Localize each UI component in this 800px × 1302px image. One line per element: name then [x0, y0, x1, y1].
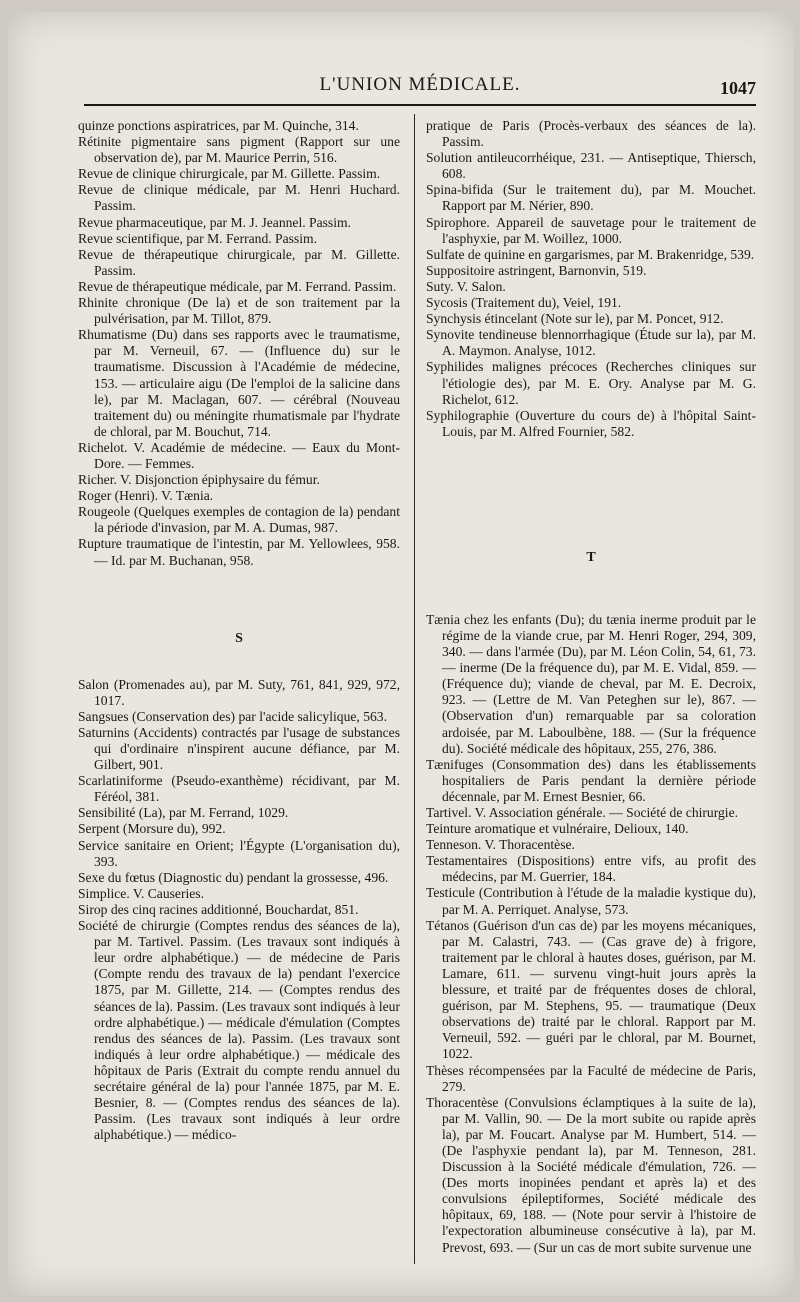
- index-entry: Sensibilité (La), par M. Ferrand, 1029.: [78, 805, 289, 821]
- index-entry: Spina-bifida (Sur le traitement du), par M. Mouchet. Rapport par M. Nérier, 890.: [426, 182, 756, 214]
- index-entry: Thoracentèse (Convulsions éclamptiques à la suite de la), par M. Vallin, 90. — De la mort subite ou rapide après la), par M. Foucart. Analyse par M. Humbert, 514. — (De l'asphyxie pendant la), par M. Tenneson, 281. Discussion à la Société médicale d'émulation, 726. — (Des morts inopinées pendant et après la) et des convulsions épileptiformes, Société médicale des hôpitaux, 69, 188. — (Note pour servir à l'histoire de l'expectoration albumineuse consécutive à la), par M. Prevost, 693. — (Sur un cas de mort subite survenue une: [426, 1094, 756, 1255]
- index-entry: Spirophore. Appareil de sauvetage pour le traitement de l'asphyxie, par M. Woillez, 1000.: [426, 214, 756, 246]
- blank-line: [426, 596, 756, 612]
- index-entry: Sirop des cinq racines additionné, Bouchardat, 851.: [78, 901, 359, 917]
- index-entry: Rhumatisme (Du) dans ses rapports avec le traumatisme, par M. Verneuil, 67. — (Influence du) sur le traumatisme. Discussion à l'Académie de médecine, 153. — articulaire aigu (De l'emploi de la salicine dans le), par M. Maclagan, 607. — cérébral (Nouveau traitement du) ou méningite rhumatismale par l'hydrate de chloral, par M. Bouchut, 714.: [78, 327, 400, 439]
- index-entry: Tenneson. V. Thoracentèse.: [426, 837, 575, 853]
- index-entry: Richelot. V. Académie de médecine. — Eaux du Mont-Dore. — Femmes.: [78, 439, 400, 471]
- index-entry: Synovite tendineuse blennorrhagique (Étude sur la), par M. A. Maymon. Analyse, 1012.: [426, 327, 756, 359]
- index-entry: Tartivel. V. Association générale. — Société de chirurgie.: [426, 805, 738, 820]
- index-entry: Rétinite pigmentaire sans pigment (Rapport sur une observation de), par M. Maurice Perrin, 516.: [78, 134, 400, 166]
- index-entry: Testicule (Contribution à l'étude de la maladie kystique du), par M. A. Perriquet. Analyse, 573.: [426, 885, 756, 917]
- index-entry: Scarlatiniforme (Pseudo-exanthème) récidivant, par M. Féréol, 381.: [78, 773, 400, 805]
- index-entry: Suty. V. Salon.: [426, 278, 506, 294]
- index-entry: Saturnins (Accidents) contractés par l'usage de substances qui d'ordinaire n'inspirent aucune défiance, par M. Gilbert, 901.: [78, 724, 400, 773]
- index-entry: Serpent (Morsure du), 992.: [78, 821, 226, 837]
- blank-line: [78, 661, 400, 677]
- index-entry: Teinture aromatique et vulnéraire, Delioux, 140.: [426, 821, 689, 837]
- section-letter: S: [235, 630, 243, 646]
- right-column: [426, 118, 756, 1256]
- blank-line: [426, 520, 756, 536]
- index-entry: Revue de thérapeutique chirurgicale, par M. Gillette. Passim.: [78, 246, 400, 278]
- index-entry: Suppositoire astringent, Barnonvin, 519.: [426, 262, 647, 278]
- index-entry: Solution antileucorrhéique, 231. — Antiseptique, Thiersch, 608.: [426, 150, 756, 182]
- index-entry: Richer. V. Disjonction épiphysaire du fémur.: [78, 472, 320, 488]
- index-entry: Société de chirurgie (Comptes rendus des séances de la), par M. Tartivel. Passim. (Les travaux sont indiqués à leur ordre alphabétique.) — de médecine de Paris (Compte rendu des travaux de la) pendant l'exercice 1875, par M. Gillette, 214. — (Comptes rendus des séances de la). Passim. (Les travaux sont indiqués à leur ordre alphabétique.) — médicale d'émulation (Comptes rendus des séances de la). Passim. (Les travaux sont indiqués à leur ordre alphabétique.) — médicale des hôpitaux de Paris (Extrait du compte rendu annuel du secrétaire général de la) pour l'année 1875, par M. E. Besnier, 8. — (Comptes rendus des séances de la). Passim. (Les travaux sont indiqués à leur ordre alphabétique.) — médico-: [78, 918, 400, 1143]
- index-entry: Simplice. V. Causeries.: [78, 885, 204, 901]
- page-number: 1047: [720, 78, 756, 98]
- index-entry: Revue scientifique, par M. Ferrand. Passim.: [78, 230, 317, 246]
- index-entry: Testamentaires (Dispositions) entre vifs, au profit des médecins, par M. Guerrier, 184.: [426, 853, 756, 885]
- blank-line: [426, 580, 756, 596]
- blank-line: [426, 504, 756, 520]
- blank-line: [426, 456, 756, 472]
- blank-line: [426, 440, 756, 456]
- index-entry: Revue pharmaceutique, par M. J. Jeannel. Passim.: [78, 214, 351, 230]
- left-column: [78, 118, 400, 1143]
- index-entry: Syphilographie (Ouverture du cours de) à l'hôpital Saint-Louis, par M. Alfred Fournier, 582.: [426, 407, 756, 439]
- index-entry: Syphilides malignes précoces (Recherches cliniques sur l'étiologie des), par M. E. Ory. Analyse par M. G. Richelot, 612.: [426, 359, 756, 407]
- index-entry: Sycosis (Traitement du), Veiel, 191.: [426, 295, 622, 311]
- section-letter: T: [586, 549, 596, 565]
- index-entry: Salon (Promenades au), par M. Suty, 761, 841, 929, 972, 1017.: [78, 676, 400, 708]
- index-entry: Service sanitaire en Orient; l'Égypte (L'organisation du), 393.: [78, 837, 400, 869]
- index-entry: Sangsues (Conservation des) par l'acide salicylique, 563.: [78, 708, 387, 724]
- index-entry: Revue de clinique médicale, par M. Henri Huchard. Passim.: [78, 182, 400, 214]
- index-entry: Rupture traumatique de l'intestin, par M. Yellowlees, 958. — Id. par M. Buchanan, 958.: [78, 536, 400, 568]
- column-divider: [414, 114, 415, 1264]
- index-entry: Tétanos (Guérison d'un cas de) par les moyens mécaniques, par M. Calastri, 743. — (Cas grave de) à frigore, traitement par le chloral à hautes doses, guérison, par M. Lamare, 611. — survenu vingt-huit jours après la blessure, et traité par de fréquentes doses de chloral, guérison, par M. Stephens, 95. — traumatique (Deux observations de) traité par le chloral. Rapport par M. Verneuil, 592. — guéri par le chloral, par M. Bournet, 1022.: [426, 917, 756, 1062]
- blank-line: [78, 585, 400, 601]
- running-title: L'UNION MÉDICALE.: [319, 74, 521, 95]
- blank-line: [426, 488, 756, 504]
- index-entry: Rougeole (Quelques exemples de contagion de la) pendant la période d'invasion, par M. A. Dumas, 987.: [78, 504, 400, 536]
- index-entry: Thèses récompensées par la Faculté de médecine de Paris, 279.: [426, 1062, 756, 1094]
- blank-line: [78, 569, 400, 585]
- index-entry: Roger (Henri). V. Tænia.: [78, 488, 214, 504]
- index-entry: quinze ponctions aspiratrices, par M. Quinche, 314.: [78, 118, 359, 133]
- index-entry: Synchysis étincelant (Note sur le), par M. Poncet, 912.: [426, 311, 724, 327]
- header-rule: [84, 104, 756, 106]
- index-entry: pratique de Paris (Procès-verbaux des séances de la). Passim.: [426, 118, 756, 150]
- index-entry: Revue de clinique chirurgicale, par M. Gillette. Passim.: [78, 166, 381, 182]
- index-entry: Revue de thérapeutique médicale, par M. Ferrand. Passim.: [78, 278, 397, 294]
- index-entry: Sulfate de quinine en gargarismes, par M. Brakenridge, 539.: [426, 246, 755, 262]
- index-entry: Tænia chez les enfants (Du); du tænia inerme produit par le régime de la viande crue, par M. Henri Roger, 294, 309, 340. — dans l'armée (Du), par M. Léon Colin, 54, 61, 73. — inerme (De la fréquence du), par M. E. Vidal, 859. — (Fréquence du); viande de cheval, par M. E. Decroix, 923. — (Lettre de M. Van Peteghen sur le), 867. — (Observation d'un) remarquable par sa coloration ardoisée, par M. Laboulbène, 188. — (Sur la fréquence du). Société médicale des hôpitaux, 255, 276, 386.: [426, 611, 756, 756]
- blank-line: [426, 472, 756, 488]
- index-entry: Sexe du fœtus (Diagnostic du) pendant la grossesse, 496.: [78, 869, 389, 885]
- index-entry: Tænifuges (Consommation des) dans les établissements hospitaliers de Paris pendant la dernière période décennale, par M. Ernest Besnier, 66.: [426, 756, 756, 804]
- index-entry: Rhinite chronique (De la) et de son traitement par la pulvérisation, par M. Tillot, 879.: [78, 295, 400, 327]
- page-header: [84, 68, 756, 102]
- blank-line: [78, 601, 400, 617]
